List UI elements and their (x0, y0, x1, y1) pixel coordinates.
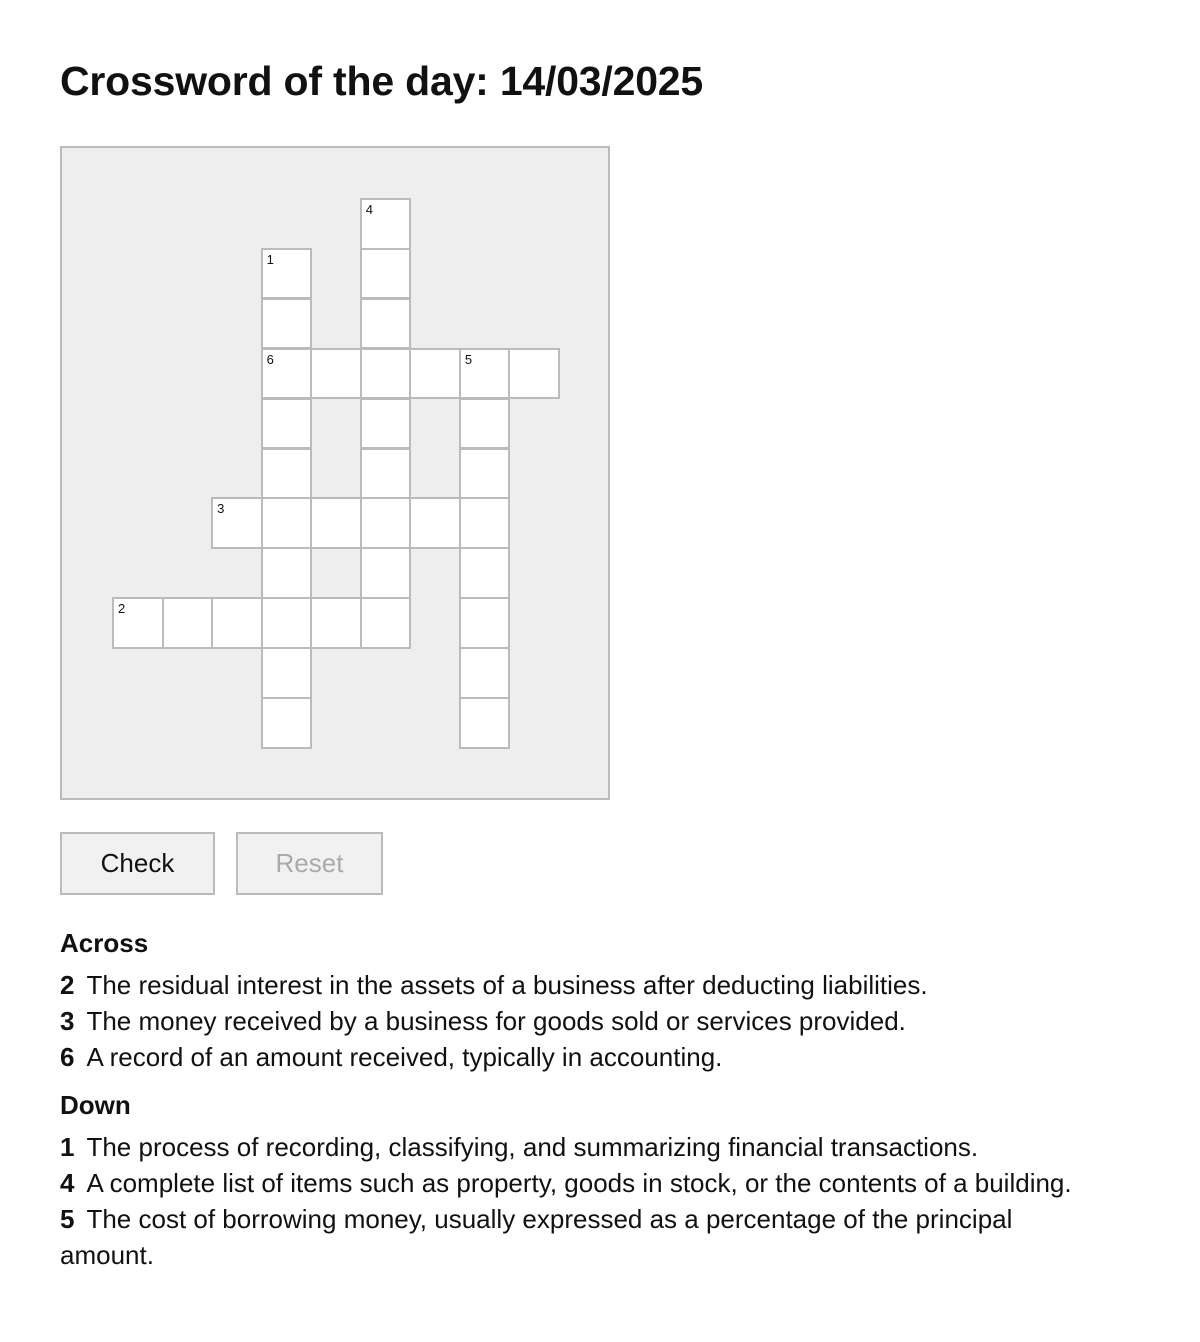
across-clue-list (60, 967, 1110, 1075)
clue-text: A record of an amount received, typically in accounting. (86, 1042, 723, 1072)
crossword-cell[interactable] (261, 547, 313, 599)
clue-text: A complete list of items such as property, goods in stock, or the contents of a building. (86, 1168, 1072, 1198)
crossword-cell[interactable] (261, 497, 313, 549)
crossword-grid (62, 148, 608, 798)
cell-letter-input[interactable] (362, 499, 410, 547)
cell-number: 3 (217, 501, 225, 517)
cell-letter-input[interactable] (461, 400, 509, 448)
crossword-cell[interactable] (459, 647, 511, 699)
crossword-cell[interactable] (459, 448, 511, 500)
cell-letter-input[interactable] (362, 350, 410, 398)
cell-letter-input[interactable] (213, 499, 261, 547)
crossword-cell[interactable] (261, 697, 313, 749)
cell-letter-input[interactable] (312, 350, 360, 398)
cell-letter-input[interactable] (411, 499, 459, 547)
cell-letter-input[interactable] (312, 599, 360, 647)
cell-letter-input[interactable] (461, 549, 509, 597)
crossword-cell[interactable] (459, 497, 511, 549)
cell-letter-input[interactable] (362, 549, 410, 597)
cell-number: 4 (365, 202, 373, 217)
crossword-cell[interactable] (360, 398, 412, 450)
cell-letter-input[interactable] (263, 649, 311, 697)
crossword-cell[interactable] (360, 497, 412, 549)
down-clues-section (60, 1087, 1110, 1273)
crossword-cell[interactable] (360, 198, 412, 250)
cell-letter-input[interactable] (263, 599, 311, 647)
cell-letter-input[interactable] (362, 250, 410, 298)
cell-letter-input[interactable] (263, 499, 311, 547)
crossword-cell[interactable] (310, 597, 362, 649)
crossword-cell[interactable] (162, 597, 214, 649)
crossword-cell[interactable] (261, 398, 313, 450)
clues-panel (60, 925, 1110, 1273)
across-clues-section (60, 925, 1110, 1075)
cell-letter-input[interactable] (263, 350, 311, 398)
clue-text: The residual interest in the assets of a business after deducting liabilities. (86, 970, 928, 1000)
clue-number: 3 (60, 1006, 75, 1036)
crossword-cell[interactable] (459, 398, 511, 450)
across-heading: Across (60, 928, 149, 958)
page-title: Crossword of the day: 14/03/2025 (60, 58, 704, 104)
cell-letter-input[interactable] (411, 350, 459, 398)
crossword-cell[interactable] (310, 348, 362, 400)
crossword-cell[interactable] (409, 497, 461, 549)
crossword-cell[interactable] (459, 547, 511, 599)
cell-letter-input[interactable] (312, 499, 360, 547)
clue-item-across-2[interactable] (60, 967, 1110, 1003)
clue-number: 1 (60, 1132, 75, 1162)
cell-letter-input[interactable] (263, 450, 311, 498)
crossword-cell[interactable] (261, 248, 313, 300)
cell-letter-input[interactable] (362, 300, 410, 348)
crossword-cell[interactable] (261, 298, 313, 350)
cell-letter-input[interactable] (263, 699, 311, 747)
clue-number: 5 (60, 1204, 75, 1234)
crossword-cell[interactable] (261, 647, 313, 699)
clue-text: The cost of borrowing money, usually expressed as a percentage of the principal amount. (60, 1204, 1013, 1270)
crossword-cell[interactable] (360, 248, 412, 300)
cell-letter-input[interactable] (461, 699, 509, 747)
clue-item-across-6[interactable] (60, 1039, 1110, 1075)
clue-item-down-4[interactable] (60, 1165, 1110, 1201)
clue-item-down-1[interactable] (60, 1129, 1110, 1165)
clue-text: The money received by a business for goods sold or services provided. (86, 1006, 906, 1036)
crossword-board (60, 146, 610, 800)
action-buttons (60, 832, 383, 895)
crossword-cell[interactable] (360, 547, 412, 599)
cell-letter-input[interactable] (362, 450, 410, 498)
crossword-cell[interactable] (360, 448, 412, 500)
clue-text: The process of recording, classifying, and summarizing financial transactions. (86, 1132, 979, 1162)
crossword-cell[interactable] (310, 497, 362, 549)
cell-letter-input[interactable] (461, 649, 509, 697)
clue-number: 6 (60, 1042, 75, 1072)
crossword-cell[interactable] (360, 348, 412, 400)
crossword-cell[interactable] (360, 597, 412, 649)
clue-number: 2 (60, 970, 75, 1000)
crossword-cell[interactable] (360, 298, 412, 350)
crossword-cell[interactable] (409, 348, 461, 400)
reset-button[interactable]: Reset (236, 832, 383, 895)
clue-item-across-3[interactable] (60, 1003, 1110, 1039)
cell-letter-input[interactable] (461, 450, 509, 498)
clue-item-down-5[interactable] (60, 1201, 1110, 1273)
cell-letter-input[interactable] (164, 599, 212, 647)
cell-letter-input[interactable] (362, 400, 410, 448)
cell-number: 5 (464, 351, 473, 367)
crossword-cell[interactable] (261, 597, 313, 649)
crossword-cell[interactable] (508, 348, 560, 400)
cell-letter-input[interactable] (263, 400, 311, 448)
down-clue-list (60, 1129, 1110, 1273)
cell-letter-input[interactable] (362, 599, 410, 647)
check-button[interactable]: Check (60, 832, 215, 895)
crossword-cell[interactable] (459, 597, 511, 649)
cell-letter-input[interactable] (114, 599, 162, 647)
clue-number: 4 (60, 1168, 75, 1198)
cell-letter-input[interactable] (362, 200, 410, 248)
cell-letter-input[interactable] (213, 599, 261, 647)
cell-number: 6 (266, 351, 274, 367)
cell-letter-input[interactable] (263, 250, 311, 298)
crossword-cell[interactable] (459, 348, 511, 400)
cell-letter-input[interactable] (461, 599, 509, 647)
crossword-cell[interactable] (112, 597, 164, 649)
cell-letter-input[interactable] (510, 350, 558, 398)
crossword-cell[interactable] (459, 697, 511, 749)
crossword-cell[interactable] (261, 348, 313, 400)
down-heading: Down (60, 1090, 131, 1120)
crossword-cell[interactable] (211, 597, 263, 649)
cell-number: 2 (118, 601, 126, 617)
cell-letter-input[interactable] (461, 499, 509, 547)
crossword-cell[interactable] (211, 497, 263, 549)
cell-letter-input[interactable] (461, 350, 509, 398)
cell-letter-input[interactable] (263, 549, 311, 597)
crossword-cell[interactable] (261, 448, 313, 500)
cell-number: 1 (266, 251, 274, 267)
cell-letter-input[interactable] (263, 300, 311, 348)
